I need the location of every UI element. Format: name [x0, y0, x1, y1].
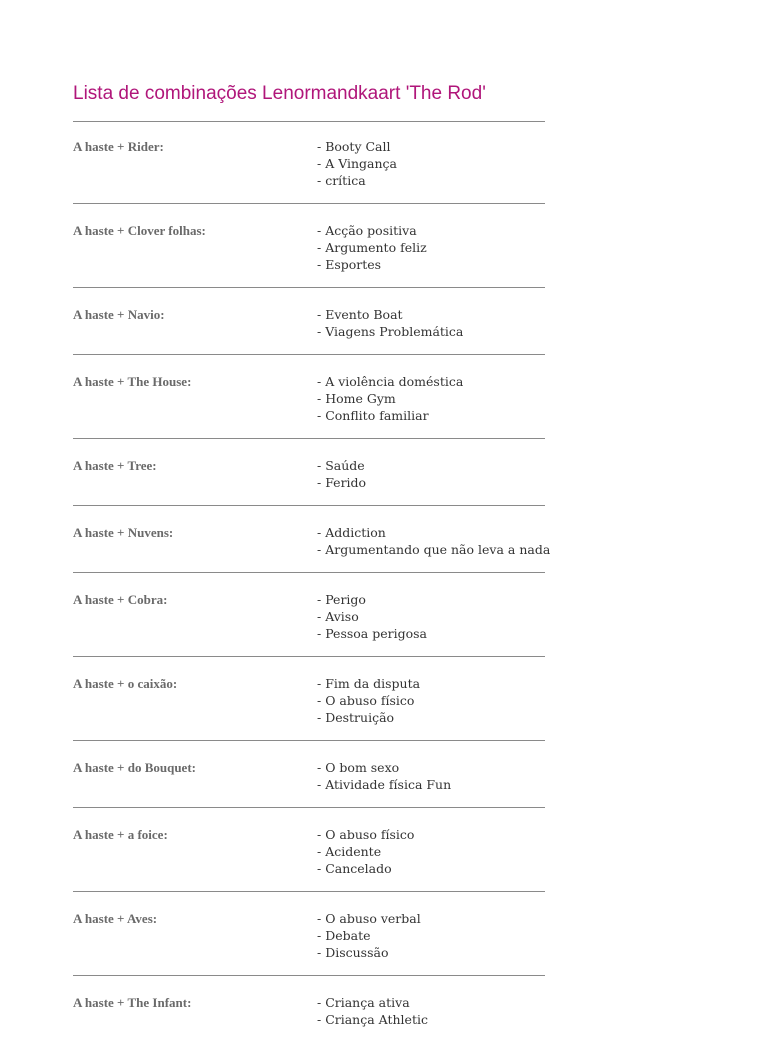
- meaning-item: - O abuso físico: [317, 693, 415, 708]
- meaning-item: - crítica: [317, 173, 366, 188]
- meaning-item: - O abuso físico: [317, 827, 415, 842]
- combination-row: [73, 741, 545, 808]
- meaning-list: [317, 675, 420, 726]
- meaning-item: - Argumento feliz: [317, 240, 427, 255]
- meaning-list: [317, 910, 421, 961]
- combination-label: A haste + Navio:: [73, 307, 165, 322]
- meaning-item: - Destruição: [317, 710, 395, 725]
- meaning-list: [317, 994, 428, 1028]
- meaning-item: - Fim da disputa: [317, 676, 421, 691]
- meaning-item: - Evento Boat: [317, 307, 403, 322]
- combination-row: [73, 573, 545, 657]
- combination-row: [73, 976, 545, 1043]
- meaning-item: - A Vingança: [317, 156, 398, 171]
- combination-label: A haste + Aves:: [73, 911, 158, 926]
- combination-label: A haste + The House:: [73, 374, 192, 389]
- meaning-list: [317, 524, 550, 558]
- meaning-item: - Acidente: [317, 844, 382, 859]
- meaning-item: - Esportes: [317, 257, 382, 272]
- combination-label: A haste + Nuvens:: [73, 525, 174, 540]
- combination-label: A haste + o caixão:: [73, 676, 178, 691]
- meaning-list: [317, 373, 463, 424]
- meaning-item: - Aviso: [317, 609, 359, 624]
- combination-row: [73, 355, 545, 439]
- combination-label: A haste + Cobra:: [73, 592, 168, 607]
- meaning-item: - Perigo: [317, 592, 366, 607]
- combination-row: [73, 288, 545, 355]
- meaning-item: - Atividade física Fun: [317, 777, 452, 792]
- meaning-item: - Viagens Problemática: [317, 324, 464, 339]
- page-title: Lista de combinações Lenormandkaart 'The Rod': [73, 83, 486, 104]
- meaning-list: [317, 826, 414, 877]
- combination-row: [73, 439, 545, 506]
- meaning-list: [317, 457, 366, 491]
- meaning-item: - Home Gym: [317, 391, 396, 406]
- meaning-item: - O bom sexo: [317, 760, 400, 775]
- combination-label: A haste + do Bouquet:: [73, 760, 196, 775]
- combination-row: [73, 506, 551, 573]
- meaning-item: - Booty Call: [317, 139, 391, 154]
- meaning-list: [317, 306, 463, 340]
- combination-row: [73, 892, 545, 976]
- combination-row: [73, 808, 545, 892]
- meaning-item: - Addiction: [317, 525, 386, 540]
- meaning-item: - Criança Athletic: [317, 1012, 428, 1027]
- meaning-item: - Cancelado: [317, 861, 392, 876]
- meaning-list: [317, 138, 397, 189]
- combination-label: A haste + Rider:: [73, 139, 164, 154]
- combination-list: [73, 138, 551, 1043]
- combination-label: A haste + a foice:: [73, 827, 168, 842]
- combination-label: A haste + The Infant:: [73, 995, 192, 1010]
- combination-row: [73, 204, 545, 288]
- meaning-list: [317, 759, 451, 793]
- meaning-item: - Discussão: [317, 945, 389, 960]
- meaning-item: - Pessoa perigosa: [317, 626, 427, 641]
- meaning-item: - Argumentando que não leva a nada: [317, 542, 551, 557]
- combination-label: A haste + Tree:: [73, 458, 157, 473]
- meaning-item: - Ferido: [317, 475, 367, 490]
- combination-label: A haste + Clover folhas:: [73, 223, 206, 238]
- meaning-item: - O abuso verbal: [317, 911, 421, 926]
- meaning-list: [317, 591, 427, 642]
- meaning-item: - A violência doméstica: [317, 374, 464, 389]
- meaning-item: - Acção positiva: [317, 223, 417, 238]
- combination-row: [73, 138, 545, 204]
- meaning-list: [317, 222, 427, 273]
- title-divider: [73, 121, 545, 122]
- meaning-item: - Debate: [317, 928, 371, 943]
- meaning-item: - Conflito familiar: [317, 408, 429, 423]
- meaning-item: - Saúde: [317, 458, 365, 473]
- meaning-item: - Criança ativa: [317, 995, 410, 1010]
- combination-row: [73, 657, 545, 741]
